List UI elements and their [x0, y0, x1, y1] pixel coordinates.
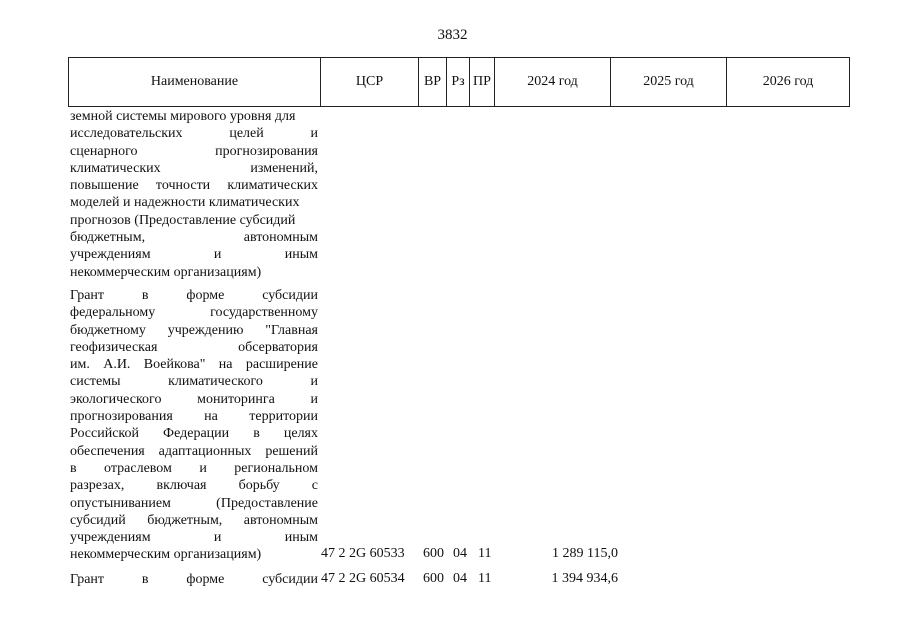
text-line: учреждениям и иным: [70, 247, 318, 263]
column-header-vr: ВР: [419, 58, 447, 107]
row-description: [70, 108, 318, 281]
text-line: учреждениям и иным: [70, 530, 318, 546]
text-line: повышение точности климатических: [70, 178, 318, 194]
text-line: прогнозирования на территории: [70, 409, 318, 425]
text-line: некоммерческим организациям): [70, 264, 262, 280]
column-header-2025: 2025 год: [611, 58, 727, 107]
table-header: [68, 57, 850, 107]
cell-pr: 11: [478, 571, 492, 586]
column-header-pr: ПР: [470, 58, 495, 107]
text-line: моделей и надежности климатических: [70, 195, 300, 211]
cell-vr: 600: [423, 571, 444, 586]
cell-rz: 04: [453, 546, 467, 561]
text-line: в отраслевом и региональном: [70, 460, 318, 476]
cell-2024: 1 289 115,0: [552, 546, 618, 561]
text-line: сценарного прогнозирования: [70, 143, 318, 159]
text-line: опустыниванием (Предоставление: [70, 495, 318, 511]
text-line: им. А.И. Воейкова" на расширение: [70, 357, 318, 373]
text-line: бюджетным, автономным: [70, 230, 318, 246]
text-line: системы климатического и: [70, 374, 318, 390]
cell-pr: 11: [478, 546, 492, 561]
row-description: [70, 571, 318, 588]
text-line: субсидий бюджетным, автономным: [70, 512, 318, 528]
text-line: экологического мониторинга и: [70, 391, 318, 407]
text-line: Российской Федерации в целях: [70, 426, 318, 442]
column-header-name: Наименование: [69, 58, 321, 107]
text-line: исследовательских целей и: [70, 126, 318, 142]
text-line: некоммерческим организациям): [70, 547, 262, 563]
text-line: Грант в форме субсидии: [70, 288, 318, 303]
cell-csr: 47 2 2G 60534: [321, 571, 405, 586]
cell-vr: 600: [423, 546, 444, 561]
text-line: разрезах, включая борьбу с: [70, 478, 318, 494]
text-line: геофизическая обсерватория: [70, 339, 318, 355]
column-header-2026: 2026 год: [727, 58, 850, 107]
text-line: земной системы мирового уровня для: [70, 109, 296, 124]
page-number: 3832: [437, 27, 468, 43]
cell-2024: 1 394 934,6: [551, 571, 618, 586]
text-line: Грант в форме субсидии: [70, 572, 318, 587]
text-line: бюджетному учреждению "Главная: [70, 322, 318, 338]
text-line: федеральному государственному: [70, 305, 318, 321]
text-line: обеспечения адаптационных решений: [70, 443, 318, 459]
text-line: прогнозов (Предоставление субсидий: [70, 212, 296, 228]
cell-rz: 04: [453, 571, 467, 586]
column-header-2024: 2024 год: [495, 58, 611, 107]
row-description: [70, 287, 318, 564]
column-header-rz: Рз: [447, 58, 470, 107]
text-line: климатических изменений,: [70, 160, 318, 176]
column-header-csr: ЦСР: [321, 58, 419, 107]
cell-csr: 47 2 2G 60533: [321, 546, 405, 561]
